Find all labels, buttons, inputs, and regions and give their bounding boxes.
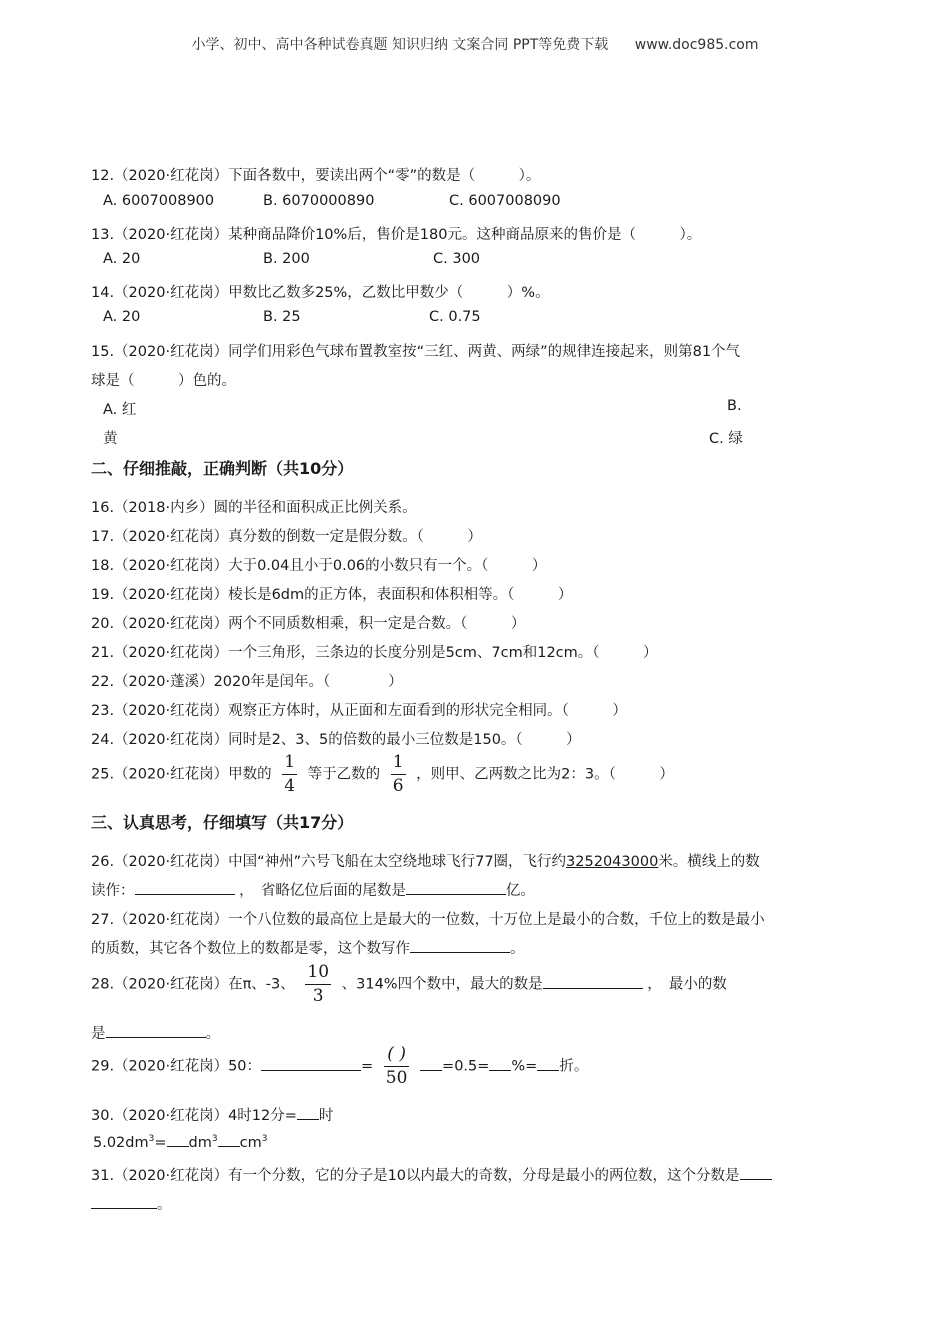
q15-option-a: A. 红 <box>103 402 137 418</box>
q25 <box>91 754 674 795</box>
q28-line2 <box>91 1022 220 1043</box>
q21: 21.（2020·红花岗）一个三角形，三条边的长度分别是5cm、7cm和12cm。（ ） <box>91 645 658 661</box>
q22: 22.（2020·蓬溪）2020年是闰年。（ ） <box>91 674 403 690</box>
q27-end: 。 <box>510 941 525 957</box>
q30-l1-a: 30.（2020·红花岗）4时12分= <box>91 1108 297 1124</box>
q17: 17.（2020·红花岗）真分数的倒数一定是假分数。（ ） <box>91 529 482 545</box>
q31-line1 <box>91 1164 772 1185</box>
q26-line1 <box>91 850 760 871</box>
page-header <box>0 34 950 54</box>
q25-pre: 25.（2020·红花岗）甲数的 <box>91 766 272 783</box>
q30-line1 <box>91 1104 333 1125</box>
q25-f1-numerator: 1 <box>284 752 296 772</box>
q13-option-c: C. 300 <box>433 251 481 267</box>
q13-option-b: B. 200 <box>263 251 310 267</box>
q26-blank-read[interactable] <box>135 880 235 895</box>
q14-option-b: B. 25 <box>263 309 301 325</box>
q28-line1 <box>91 964 727 1005</box>
q16: 16.（2018·内乡）圆的半径和面积成正比例关系。 <box>91 500 417 516</box>
q30-sup-2: 3 <box>211 1134 218 1145</box>
q24: 24.（2020·红花岗）同时是2、3、5的倍数的最小三位数是150。（ ） <box>91 732 581 748</box>
section-3-title: 三、认真思考，仔细填写（共17分） <box>91 813 354 832</box>
q29-zhe: 折。 <box>559 1058 589 1075</box>
q27-text: 的质数，其它各个数位上的数都是零，这个数写作 <box>91 941 410 957</box>
q28-post-b: ， 最小的数 <box>647 976 727 993</box>
q30-l1-b: 时 <box>318 1108 334 1124</box>
q20: 20.（2020·红花岗）两个不同质数相乘，积一定是合数。（ ） <box>91 616 526 632</box>
q28-numerator: 10 <box>307 962 330 982</box>
q28-l2-b: 。 <box>205 1026 220 1042</box>
q30-l2-c: dm <box>188 1135 212 1151</box>
q25-mid: 等于乙数的 <box>307 766 381 783</box>
q31-blank-2[interactable] <box>91 1194 157 1209</box>
q26-blank-round[interactable] <box>406 880 506 895</box>
q14-option-c: C. 0.75 <box>429 309 481 325</box>
q28-fraction <box>305 964 331 1005</box>
q25-fraction-2 <box>391 754 406 795</box>
q30-l2-d: cm <box>239 1135 262 1151</box>
q30-blank-hour[interactable] <box>297 1105 319 1120</box>
q26-line2 <box>91 879 535 900</box>
q18: 18.（2020·红花岗）大于0.04且小于0.06的小数只有一个。（ ） <box>91 558 547 574</box>
q23: 23.（2020·红花岗）观察正方体时，从正面和左面看到的形状完全相同。（ ） <box>91 703 627 719</box>
q31-end: 。 <box>157 1197 172 1213</box>
q26-round-label: ， 省略亿位后面的尾数是 <box>239 883 406 899</box>
q30-line2 <box>93 1132 267 1151</box>
q27-blank[interactable] <box>410 938 510 953</box>
q25-f2-denominator: 6 <box>392 776 404 796</box>
q29-blank-3[interactable] <box>489 1056 511 1071</box>
q28-post-a: 、314%四个数中，最大的数是 <box>341 976 543 993</box>
header-text: 小学、初中、高中各种试卷真题 知识归纳 文案合同 PPT等免费下载 <box>191 37 609 53</box>
q15-stem-line1: 15.（2020·红花岗）同学们用彩色气球布置教室按“三红、两黄、两绿”的规律连接起来，则第81个气 <box>91 344 741 360</box>
q30-l2-a: 5.02dm <box>93 1135 149 1151</box>
q12-option-a: A. 6007008900 <box>103 193 215 209</box>
q26-unit: 亿。 <box>505 883 535 899</box>
q25-fraction-1 <box>282 754 297 795</box>
header-site: www.doc985.com <box>634 37 759 53</box>
q15-stem-line2: 球是（ ）色的。 <box>91 373 236 389</box>
q30-blank-dm[interactable] <box>167 1132 189 1147</box>
q13-option-a: A. 20 <box>103 251 141 267</box>
q29-numerator: ( ) <box>387 1044 406 1064</box>
q26-post: 米。横线上的数 <box>658 854 760 870</box>
q25-f2-numerator: 1 <box>392 752 404 772</box>
q31-blank-1[interactable] <box>740 1165 772 1180</box>
q12-option-b: B. 6070000890 <box>263 193 375 209</box>
q15-option-b: B. <box>727 398 742 414</box>
q29-pre: 29.（2020·红花岗）50： <box>91 1058 262 1075</box>
q12-stem: 12.（2020·红花岗）下面各数中，要读出两个“零”的数是（ ）。 <box>91 168 541 184</box>
q14-stem: 14.（2020·红花岗）甲数比乙数多25%，乙数比甲数少（ ）%。 <box>91 285 550 301</box>
q25-f1-denominator: 4 <box>284 776 296 796</box>
q26-read-label: 读作： <box>91 883 135 899</box>
q30-l2-b: = <box>154 1135 167 1151</box>
q12-option-c: C. 6007008090 <box>449 193 561 209</box>
q30-sup-3: 3 <box>261 1134 268 1145</box>
q26-pre: 26.（2020·红花岗）中国“神州”六号飞船在太空绕地球飞行77圈，飞行约 <box>91 854 567 870</box>
q31-line2 <box>91 1193 172 1214</box>
q27-line1: 27.（2020·红花岗）一个八位数的最高位上是最大的一位数，十万位上是最小的合数，千位上的数是最小 <box>91 912 765 928</box>
q15-option-b-text: 黄 <box>103 431 118 447</box>
q29-blank-1[interactable] <box>261 1056 361 1071</box>
q26-number: 3252043000 <box>566 854 659 870</box>
q29-post: =0.5= <box>442 1058 490 1075</box>
q27-line2 <box>91 937 525 958</box>
q25-post: ，则甲、乙两数之比为2：3。（ ） <box>416 766 674 783</box>
q30-blank-cm[interactable] <box>218 1132 240 1147</box>
section-2-title: 二、仔细推敲，正确判断（共10分） <box>91 459 354 478</box>
q31-text: 31.（2020·红花岗）有一个分数，它的分子是10以内最大的奇数，分母是最小的两位数，这个分数是 <box>91 1168 740 1184</box>
q29-pct: %= <box>511 1058 538 1075</box>
q28-l2-a: 是 <box>91 1026 106 1042</box>
q28-pre: 28.（2020·红花岗）在π、-3、 <box>91 976 295 993</box>
q15-option-c: C. 绿 <box>709 431 743 447</box>
q29-fraction <box>384 1046 410 1087</box>
q30-sup-1: 3 <box>148 1134 155 1145</box>
q28-blank-min[interactable] <box>106 1023 206 1038</box>
q29-blank-4[interactable] <box>537 1056 559 1071</box>
q29-blank-2[interactable] <box>420 1056 442 1071</box>
q29-denominator: 50 <box>385 1068 408 1088</box>
q28-denominator: 3 <box>305 984 331 1005</box>
q29 <box>91 1046 588 1087</box>
q13-stem: 13.（2020·红花岗）某种商品降价10%后，售价是180元。这种商品原来的售价是（ ）。 <box>91 227 702 243</box>
q19: 19.（2020·红花岗）棱长是6dm的正方体，表面积和体积相等。（ ） <box>91 587 573 603</box>
q29-eq: = <box>361 1058 374 1075</box>
q14-option-a: A. 20 <box>103 309 141 325</box>
q28-blank-max[interactable] <box>543 974 643 989</box>
